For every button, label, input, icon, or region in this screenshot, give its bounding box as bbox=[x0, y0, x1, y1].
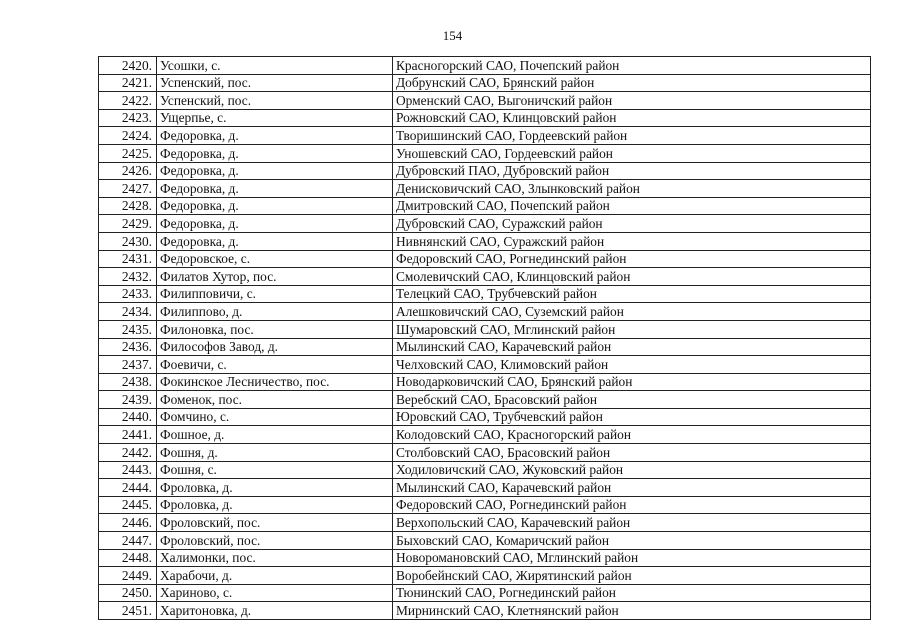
administrative-district: Новоромановский САО, Мглинский район bbox=[393, 549, 871, 567]
row-number: 2443. bbox=[99, 461, 157, 479]
settlement-name: Филатов Хутор, пос. bbox=[157, 268, 393, 286]
administrative-district: Тюнинский САО, Рогнединский район bbox=[393, 584, 871, 602]
settlements-table bbox=[98, 56, 871, 620]
administrative-district: Верхопольский САО, Карачевский район bbox=[393, 514, 871, 532]
table-row bbox=[99, 584, 871, 602]
row-number: 2427. bbox=[99, 180, 157, 198]
table-row bbox=[99, 567, 871, 585]
table-row bbox=[99, 338, 871, 356]
row-number: 2434. bbox=[99, 303, 157, 321]
settlement-name: Фоевичи, с. bbox=[157, 356, 393, 374]
table-row bbox=[99, 602, 871, 620]
row-number: 2442. bbox=[99, 444, 157, 462]
table-row bbox=[99, 127, 871, 145]
administrative-district: Смолевичский САО, Клинцовский район bbox=[393, 268, 871, 286]
settlement-name: Федоровка, д. bbox=[157, 144, 393, 162]
settlement-name: Фошня, с. bbox=[157, 461, 393, 479]
row-number: 2438. bbox=[99, 373, 157, 391]
administrative-district: Ходиловичский САО, Жуковский район bbox=[393, 461, 871, 479]
settlement-name: Харитоновка, д. bbox=[157, 602, 393, 620]
administrative-district: Столбовский САО, Брасовский район bbox=[393, 444, 871, 462]
administrative-district: Добрунский САО, Брянский район bbox=[393, 74, 871, 92]
administrative-district: Дубровский САО, Суражский район bbox=[393, 215, 871, 233]
table-row bbox=[99, 92, 871, 110]
administrative-district: Новодарковичский САО, Брянский район bbox=[393, 373, 871, 391]
row-number: 2440. bbox=[99, 408, 157, 426]
row-number: 2441. bbox=[99, 426, 157, 444]
settlement-name: Фроловка, д. bbox=[157, 479, 393, 497]
administrative-district: Алешковичский САО, Суземский район bbox=[393, 303, 871, 321]
table-row bbox=[99, 109, 871, 127]
table-row bbox=[99, 426, 871, 444]
row-number: 2444. bbox=[99, 479, 157, 497]
administrative-district: Быховский САО, Комаричский район bbox=[393, 532, 871, 550]
administrative-district: Дубровский ПАО, Дубровский район bbox=[393, 162, 871, 180]
administrative-district: Орменский САО, Выгоничский район bbox=[393, 92, 871, 110]
administrative-district: Уношевский САО, Гордеевский район bbox=[393, 144, 871, 162]
administrative-district: Творишинский САО, Гордеевский район bbox=[393, 127, 871, 145]
administrative-district: Веребский САО, Брасовский район bbox=[393, 391, 871, 409]
settlement-name: Федоровка, д. bbox=[157, 127, 393, 145]
settlements-table-body bbox=[99, 57, 871, 620]
table-row bbox=[99, 215, 871, 233]
table-row bbox=[99, 444, 871, 462]
row-number: 2429. bbox=[99, 215, 157, 233]
row-number: 2450. bbox=[99, 584, 157, 602]
table-row bbox=[99, 461, 871, 479]
table-row bbox=[99, 514, 871, 532]
settlement-name: Ущерпье, с. bbox=[157, 109, 393, 127]
settlement-name: Филиппово, д. bbox=[157, 303, 393, 321]
page-number: 154 bbox=[442, 28, 463, 43]
table-row bbox=[99, 356, 871, 374]
settlement-name: Фошня, д. bbox=[157, 444, 393, 462]
row-number: 2447. bbox=[99, 532, 157, 550]
settlement-name: Филипповичи, с. bbox=[157, 285, 393, 303]
settlement-name: Фокинское Лесничество, пос. bbox=[157, 373, 393, 391]
row-number: 2422. bbox=[99, 92, 157, 110]
row-number: 2436. bbox=[99, 338, 157, 356]
settlement-name: Федоровка, д. bbox=[157, 232, 393, 250]
row-number: 2437. bbox=[99, 356, 157, 374]
row-number: 2448. bbox=[99, 549, 157, 567]
administrative-district: Колодовский САО, Красногорский район bbox=[393, 426, 871, 444]
table-row bbox=[99, 162, 871, 180]
row-number: 2445. bbox=[99, 496, 157, 514]
table-row bbox=[99, 74, 871, 92]
settlement-name: Фомчино, с. bbox=[157, 408, 393, 426]
table-row bbox=[99, 303, 871, 321]
administrative-district: Мылинский САО, Карачевский район bbox=[393, 479, 871, 497]
settlement-name: Философов Завод, д. bbox=[157, 338, 393, 356]
administrative-district: Юровский САО, Трубчевский район bbox=[393, 408, 871, 426]
table-row bbox=[99, 285, 871, 303]
row-number: 2425. bbox=[99, 144, 157, 162]
administrative-district: Красногорский САО, Почепский район bbox=[393, 57, 871, 75]
row-number: 2449. bbox=[99, 567, 157, 585]
administrative-district: Федоровский САО, Рогнединский район bbox=[393, 250, 871, 268]
row-number: 2451. bbox=[99, 602, 157, 620]
administrative-district: Мирнинский САО, Клетнянский район bbox=[393, 602, 871, 620]
settlement-name: Успенский, пос. bbox=[157, 92, 393, 110]
settlement-name: Федоровка, д. bbox=[157, 197, 393, 215]
administrative-district: Телецкий САО, Трубчевский район bbox=[393, 285, 871, 303]
settlement-name: Федоровка, д. bbox=[157, 180, 393, 198]
settlement-name: Фошное, д. bbox=[157, 426, 393, 444]
administrative-district: Федоровский САО, Рогнединский район bbox=[393, 496, 871, 514]
settlement-name: Филоновка, пос. bbox=[157, 320, 393, 338]
row-number: 2435. bbox=[99, 320, 157, 338]
administrative-district: Дмитровский САО, Почепский район bbox=[393, 197, 871, 215]
settlement-name: Фроловский, пос. bbox=[157, 532, 393, 550]
table-row bbox=[99, 250, 871, 268]
table-row bbox=[99, 232, 871, 250]
row-number: 2432. bbox=[99, 268, 157, 286]
table-row bbox=[99, 532, 871, 550]
settlement-name: Хариново, с. bbox=[157, 584, 393, 602]
table-row bbox=[99, 391, 871, 409]
settlement-name: Фроловка, д. bbox=[157, 496, 393, 514]
row-number: 2431. bbox=[99, 250, 157, 268]
administrative-district: Челховский САО, Климовский район bbox=[393, 356, 871, 374]
settlement-name: Фоменок, пос. bbox=[157, 391, 393, 409]
table-row bbox=[99, 197, 871, 215]
table-row bbox=[99, 144, 871, 162]
row-number: 2424. bbox=[99, 127, 157, 145]
settlement-name: Успенский, пос. bbox=[157, 74, 393, 92]
table-row bbox=[99, 408, 871, 426]
row-number: 2439. bbox=[99, 391, 157, 409]
row-number: 2430. bbox=[99, 232, 157, 250]
administrative-district: Мылинский САО, Карачевский район bbox=[393, 338, 871, 356]
settlement-name: Усошки, с. bbox=[157, 57, 393, 75]
settlement-name: Федоровка, д. bbox=[157, 215, 393, 233]
settlement-name: Халимонки, пос. bbox=[157, 549, 393, 567]
settlement-name: Фроловский, пос. bbox=[157, 514, 393, 532]
table-row bbox=[99, 57, 871, 75]
table-row bbox=[99, 268, 871, 286]
table-row bbox=[99, 479, 871, 497]
settlement-name: Федоровка, д. bbox=[157, 162, 393, 180]
row-number: 2446. bbox=[99, 514, 157, 532]
settlement-name: Федоровское, с. bbox=[157, 250, 393, 268]
row-number: 2428. bbox=[99, 197, 157, 215]
table-row bbox=[99, 373, 871, 391]
settlement-name: Харабочи, д. bbox=[157, 567, 393, 585]
table-row bbox=[99, 549, 871, 567]
table-row bbox=[99, 320, 871, 338]
administrative-district: Рожновский САО, Клинцовский район bbox=[393, 109, 871, 127]
administrative-district: Воробейнский САО, Жирятинский район bbox=[393, 567, 871, 585]
administrative-district: Шумаровский САО, Мглинский район bbox=[393, 320, 871, 338]
administrative-district: Денисковичский САО, Злынковский район bbox=[393, 180, 871, 198]
table-row bbox=[99, 180, 871, 198]
administrative-district: Нивнянский САО, Суражский район bbox=[393, 232, 871, 250]
row-number: 2433. bbox=[99, 285, 157, 303]
row-number: 2420. bbox=[99, 57, 157, 75]
row-number: 2421. bbox=[99, 74, 157, 92]
row-number: 2423. bbox=[99, 109, 157, 127]
row-number: 2426. bbox=[99, 162, 157, 180]
table-row bbox=[99, 496, 871, 514]
